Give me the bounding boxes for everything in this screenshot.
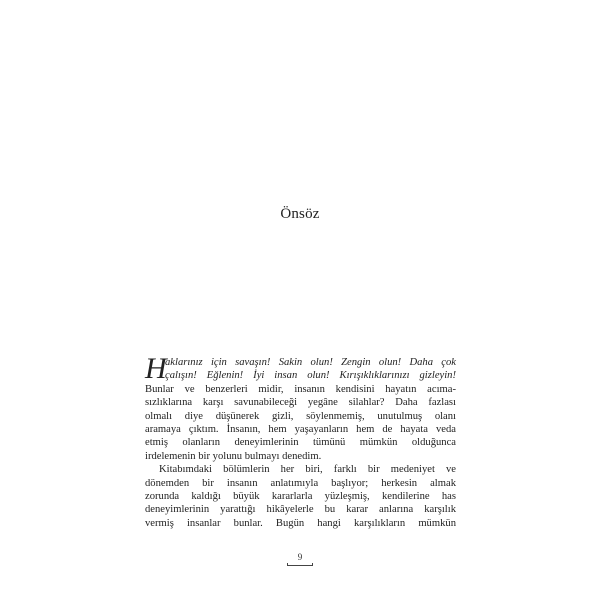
text-line-10: dönemden bir insanın anlatımıyla başlıyor; herkesin almak xyxy=(145,477,456,489)
chapter-title: Önsöz xyxy=(280,206,320,222)
text-line-2: çalışın! Eğlenin! İyi insan olun! Kırışıklıklarınızı gizleyin! xyxy=(165,370,456,382)
text-line-1-content: aklarınız için savaşın! Sakin olun! Zengin olun! Daha çok xyxy=(165,357,456,368)
page-number-bracket xyxy=(287,563,313,566)
text-line-11: zorunda kaldığı büyük kararlarla yüzleşmiş, kendilerine has xyxy=(145,490,456,502)
text-line-9: Kitabımdaki bölümlerin her biri, farklı bir medeniyet ve xyxy=(159,464,456,476)
text-line-7: etmiş olanların deneyimlerinin tümünü mümkün olduğunca xyxy=(145,437,456,449)
text-line-3: Bunlar ve benzerleri midir, insanın kendisini hayatın acıma- xyxy=(145,383,456,395)
text-line-5: olmalı diye düşünerek gizli, söylenmemiş, unutulmuş olanı xyxy=(145,410,456,422)
text-line-4: sızlıklarına karşı savunabileceği yegâne silahlar? Daha fazlası xyxy=(145,397,456,409)
drop-cap: H xyxy=(145,352,167,385)
body-text xyxy=(145,352,456,530)
text-line-8: irdelemenin bir yolunu bulmayı denedim. xyxy=(145,450,322,462)
text-line-13: vermiş insanlar bunlar. Bugün hangi karşılıkların mümkün xyxy=(145,517,456,529)
page-number: 9 xyxy=(297,552,303,562)
text-line-12: deneyimlerinin yarattığı hikâyelerle bu karar anlarına karşılık xyxy=(145,504,456,516)
text-line-6: aramaya çıktım. İnsanın, hem yaşayanların hem de hayata veda xyxy=(145,423,456,435)
